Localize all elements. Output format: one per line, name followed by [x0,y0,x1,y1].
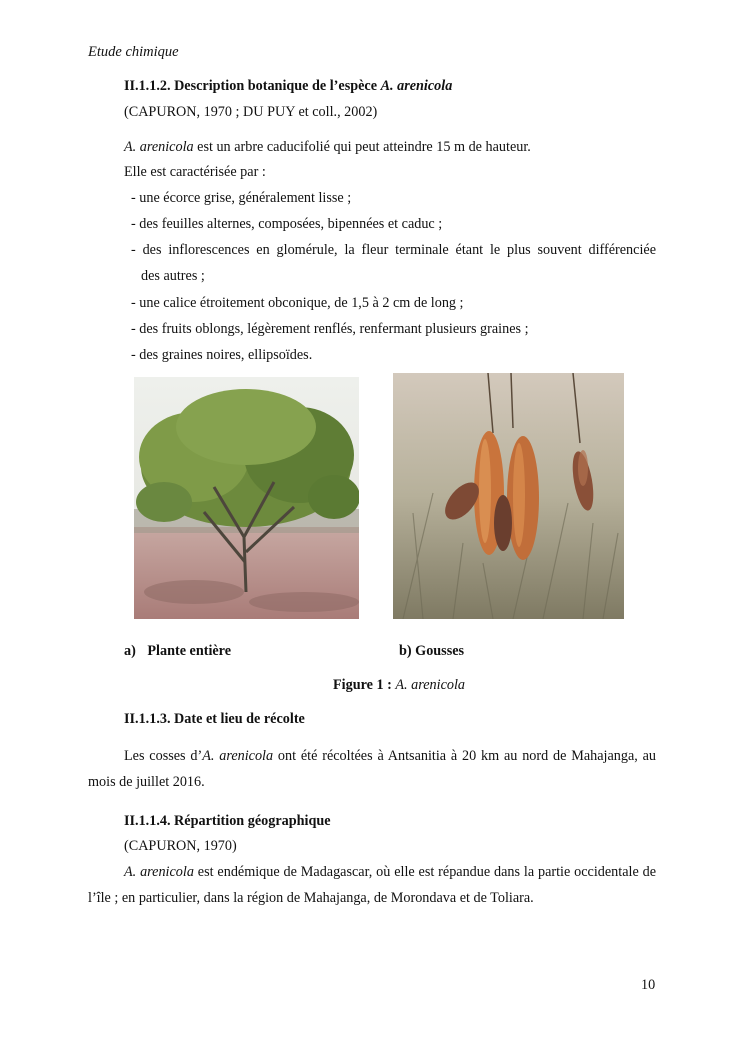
characterized-line: Elle est caractérisée par : [124,164,266,180]
p-species: A. arenicola [124,864,194,880]
figure-title-species: A. arenicola [395,677,465,693]
intro-species: A. arenicola [124,139,194,155]
caption-b: b) Gousses [399,643,465,659]
p-rest: est endémique de Madagascar, où elle est répandue dans la partie occidentale de l’île ; en particulier, dans la région de Mahajanga, de Morondava et de Toliara. [88,864,656,906]
paragraph-repartition [88,859,656,911]
bullet-item: - des feuilles alternes, composées, bipennées et caduc ; [131,216,443,232]
caption-a [124,643,231,660]
section-heading-date: II.1.1.3. Date et lieu de récolte [124,711,305,727]
section-heading-botanique [124,78,452,95]
running-header: Etude chimique [88,44,179,60]
section-title: Description botanique de l’espèce [174,78,378,94]
citation-repartition: (CAPURON, 1970) [124,838,237,854]
bullet-item: - des graines noires, ellipsoïdes. [131,347,313,363]
intro-paragraph [124,139,531,156]
bullet-item: - des fruits oblongs, légèrement renflés, renfermant plusieurs graines ; [131,321,529,337]
citation-botanique: (CAPURON, 1970 ; DU PUY et coll., 2002) [124,104,378,120]
figure-title-prefix: Figure 1 : [333,677,392,693]
paragraph-date [88,743,656,795]
page-number: 10 [641,977,656,993]
figure-title [333,677,465,694]
intro-text: est un arbre caducifolié qui peut atteindre 15 m de hauteur. [193,139,531,155]
bullet-item-continuation: des autres ; [141,268,205,284]
pods-photo [393,373,624,619]
p-start: Les cosses d’ [124,748,203,764]
bullet-item: - des inflorescences en glomérule, la fleur terminale étant le plus souvent différenciée [131,242,656,258]
caption-a-text: Plante entière [147,643,232,659]
bullet-item: - une calice étroitement obconique, de 1,5 à 2 cm de long ; [131,295,464,311]
section-species: A. arenicola [380,78,453,94]
section-heading-repartition: II.1.1.4. Répartition géographique [124,813,331,829]
caption-a-letter: a) [124,643,136,659]
p-rest: ont été récoltées à Antsanitia à 20 km au nord de Mahajanga, au mois de juillet 2016. [88,748,657,790]
p-species: A. arenicola [202,748,274,764]
tree-photo [134,377,359,619]
section-number: II.1.1.2. [124,78,171,94]
bullet-item: - une écorce grise, généralement lisse ; [131,190,352,206]
